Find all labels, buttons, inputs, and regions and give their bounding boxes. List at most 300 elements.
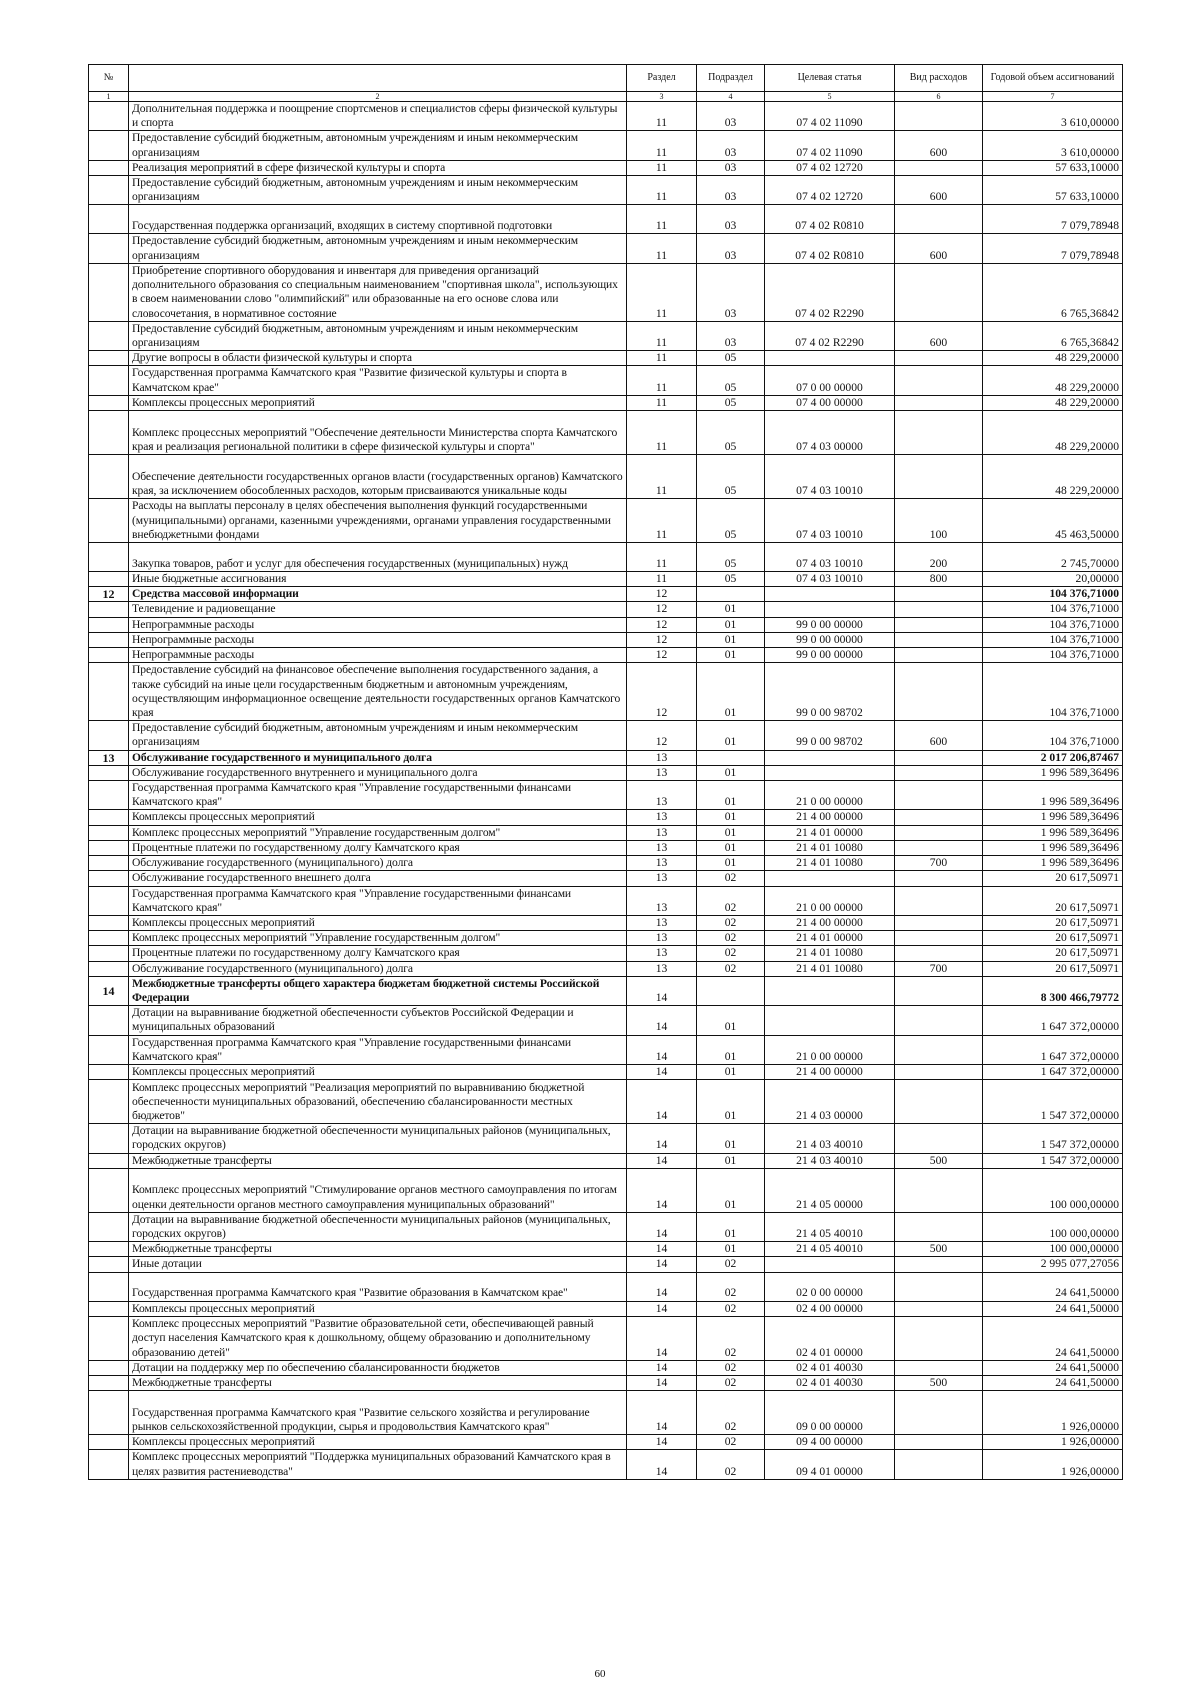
row-amount: 104 376,71000 — [983, 602, 1123, 617]
row-expense-type — [895, 1168, 983, 1212]
row-expense-type — [895, 1257, 983, 1272]
table-row — [89, 976, 1123, 1005]
row-amount: 3 610,00000 — [983, 131, 1123, 160]
table-row — [89, 840, 1123, 855]
row-description: Обеспечение деятельности государственных органов власти (государственных органов) Камчатского края, за исключением обособленных расходов, которым присваиваются уникальные коды — [129, 455, 627, 499]
table-row — [89, 765, 1123, 780]
row-podrazdel: 03 — [697, 205, 765, 234]
table-row — [89, 499, 1123, 543]
row-razdel: 14 — [627, 1006, 697, 1035]
row-expense-type: 500 — [895, 1153, 983, 1168]
row-description: Предоставление субсидий бюджетным, автономным учреждениям и иным некоммерческим организациям — [129, 234, 627, 263]
row-podrazdel: 03 — [697, 131, 765, 160]
row-razdel: 11 — [627, 351, 697, 366]
table-row — [89, 632, 1123, 647]
row-description: Предоставление субсидий бюджетным, автономным учреждениям и иным некоммерческим организациям — [129, 721, 627, 750]
row-razdel: 14 — [627, 976, 697, 1005]
row-expense-type — [895, 1212, 983, 1241]
row-target-article — [765, 871, 895, 886]
table-row — [89, 1257, 1123, 1272]
row-description: Государственная программа Камчатского края "Управление государственными финансами Камчатского края" — [129, 1035, 627, 1064]
row-number — [89, 543, 129, 572]
row-description: Дотации на выравнивание бюджетной обеспеченности субъектов Российской Федерации и муниципальных образований — [129, 1006, 627, 1035]
row-razdel: 14 — [627, 1257, 697, 1272]
row-podrazdel: 01 — [697, 810, 765, 825]
header-razdel: Раздел — [627, 65, 697, 92]
row-description: Обслуживание государственного и муниципального долга — [129, 750, 627, 765]
row-razdel: 14 — [627, 1080, 697, 1124]
row-expense-type — [895, 976, 983, 1005]
row-target-article: 07 4 02 R0810 — [765, 234, 895, 263]
row-podrazdel: 02 — [697, 915, 765, 930]
row-podrazdel — [697, 976, 765, 1005]
row-podrazdel: 03 — [697, 102, 765, 131]
row-description: Государственная программа Камчатского края "Управление государственными финансами Камчатского края" — [129, 781, 627, 810]
row-expense-type — [895, 205, 983, 234]
row-expense-type: 600 — [895, 721, 983, 750]
row-expense-type — [895, 915, 983, 930]
table-row — [89, 131, 1123, 160]
table-row — [89, 160, 1123, 175]
row-description: Комплексы процессных мероприятий — [129, 1301, 627, 1316]
row-razdel: 14 — [627, 1450, 697, 1479]
row-expense-type — [895, 1435, 983, 1450]
row-number — [89, 176, 129, 205]
row-razdel: 11 — [627, 499, 697, 543]
row-podrazdel — [697, 750, 765, 765]
row-expense-type — [895, 632, 983, 647]
table-row — [89, 961, 1123, 976]
row-podrazdel: 02 — [697, 871, 765, 886]
row-expense-type — [895, 1391, 983, 1435]
row-podrazdel: 01 — [697, 825, 765, 840]
row-target-article: 21 4 05 00000 — [765, 1168, 895, 1212]
row-number — [89, 886, 129, 915]
row-podrazdel: 02 — [697, 1450, 765, 1479]
row-number — [89, 1064, 129, 1079]
row-podrazdel: 02 — [697, 1316, 765, 1360]
column-number: 4 — [697, 92, 765, 102]
row-number — [89, 1272, 129, 1301]
row-target-article: 21 0 00 00000 — [765, 1035, 895, 1064]
header-desc — [129, 65, 627, 92]
row-amount: 6 765,36842 — [983, 321, 1123, 350]
row-expense-type: 600 — [895, 321, 983, 350]
column-number: 7 — [983, 92, 1123, 102]
row-description: Предоставление субсидий бюджетным, автономным учреждениям и иным некоммерческим организациям — [129, 321, 627, 350]
row-podrazdel: 02 — [697, 1360, 765, 1375]
row-amount: 24 641,50000 — [983, 1301, 1123, 1316]
row-target-article: 99 0 00 00000 — [765, 617, 895, 632]
table-row — [89, 572, 1123, 587]
row-description: Расходы на выплаты персоналу в целях обеспечения выполнения функций государственными (муниципальными) органами, казенными учреждениями, органами управления государственными внебюджетными фондами — [129, 499, 627, 543]
row-podrazdel: 02 — [697, 1257, 765, 1272]
table-row — [89, 1124, 1123, 1153]
row-number — [89, 1257, 129, 1272]
row-target-article: 99 0 00 98702 — [765, 721, 895, 750]
row-target-article: 09 4 01 00000 — [765, 1450, 895, 1479]
row-expense-type — [895, 931, 983, 946]
table-row — [89, 781, 1123, 810]
table-row — [89, 1272, 1123, 1301]
row-number — [89, 871, 129, 886]
row-amount: 20 617,50971 — [983, 961, 1123, 976]
table-row — [89, 263, 1123, 321]
row-razdel: 14 — [627, 1391, 697, 1435]
row-number — [89, 961, 129, 976]
row-expense-type — [895, 411, 983, 455]
row-razdel: 13 — [627, 781, 697, 810]
table-row — [89, 351, 1123, 366]
table-row — [89, 1035, 1123, 1064]
row-target-article: 21 4 01 10080 — [765, 840, 895, 855]
row-podrazdel: 02 — [697, 1391, 765, 1435]
row-description: Средства массовой информации — [129, 587, 627, 602]
row-target-article — [765, 351, 895, 366]
row-razdel: 14 — [627, 1124, 697, 1153]
row-amount: 2 745,70000 — [983, 543, 1123, 572]
table-row — [89, 915, 1123, 930]
row-description: Комплекс процессных мероприятий "Управление государственным долгом" — [129, 931, 627, 946]
row-podrazdel: 01 — [697, 1080, 765, 1124]
row-amount: 1 926,00000 — [983, 1435, 1123, 1450]
row-number: 14 — [89, 976, 129, 1005]
row-razdel: 11 — [627, 455, 697, 499]
table-row — [89, 102, 1123, 131]
header-amount: Годовой объем ассигнований — [983, 65, 1123, 92]
row-expense-type — [895, 587, 983, 602]
row-amount: 1 547 372,00000 — [983, 1153, 1123, 1168]
row-description: Комплекс процессных мероприятий "Реализация мероприятий по выравниванию бюджетной обеспеченности муниципальных образований, обеспечению сбалансированности местных бюджетов" — [129, 1080, 627, 1124]
table-row — [89, 1064, 1123, 1079]
table-row — [89, 1391, 1123, 1435]
row-amount: 57 633,10000 — [983, 160, 1123, 175]
row-podrazdel: 02 — [697, 1272, 765, 1301]
row-expense-type — [895, 1035, 983, 1064]
row-amount: 2 017 206,87467 — [983, 750, 1123, 765]
row-podrazdel: 01 — [697, 1035, 765, 1064]
row-target-article: 21 4 01 00000 — [765, 931, 895, 946]
row-target-article: 21 4 05 40010 — [765, 1212, 895, 1241]
row-number — [89, 1316, 129, 1360]
row-description: Комплексы процессных мероприятий — [129, 1435, 627, 1450]
row-target-article — [765, 602, 895, 617]
row-razdel: 13 — [627, 871, 697, 886]
row-amount: 7 079,78948 — [983, 234, 1123, 263]
row-razdel: 13 — [627, 825, 697, 840]
row-description: Комплекс процессных мероприятий "Управление государственным долгом" — [129, 825, 627, 840]
row-razdel: 12 — [627, 617, 697, 632]
row-description: Комплекс процессных мероприятий "Развитие образовательной сети, обеспечивающей равный доступ населения Камчатского края к дошкольному, общему образованию и дополнительному образованию детей" — [129, 1316, 627, 1360]
row-razdel: 13 — [627, 915, 697, 930]
row-amount: 48 229,20000 — [983, 455, 1123, 499]
row-target-article — [765, 1006, 895, 1035]
row-target-article: 07 4 02 R0810 — [765, 205, 895, 234]
row-amount: 20 617,50971 — [983, 946, 1123, 961]
row-target-article: 21 4 01 10080 — [765, 961, 895, 976]
row-number — [89, 632, 129, 647]
row-expense-type — [895, 648, 983, 663]
table-row — [89, 1301, 1123, 1316]
row-amount: 48 229,20000 — [983, 366, 1123, 395]
row-description: Комплекс процессных мероприятий "Обеспечение деятельности Министерства спорта Камчатского края и реализация региональной политики в сфере физической культуры и спорта" — [129, 411, 627, 455]
row-podrazdel: 02 — [697, 931, 765, 946]
row-description: Непрограммные расходы — [129, 617, 627, 632]
row-amount: 48 229,20000 — [983, 351, 1123, 366]
row-podrazdel: 01 — [697, 602, 765, 617]
row-description: Комплексы процессных мероприятий — [129, 1064, 627, 1079]
row-number — [89, 1435, 129, 1450]
column-number: 1 — [89, 92, 129, 102]
row-amount: 1 547 372,00000 — [983, 1080, 1123, 1124]
row-podrazdel: 01 — [697, 765, 765, 780]
row-number — [89, 499, 129, 543]
row-target-article: 07 4 02 R2290 — [765, 321, 895, 350]
row-description: Дотации на выравнивание бюджетной обеспеченности муниципальных районов (муниципальных, городских округов) — [129, 1212, 627, 1241]
row-razdel: 12 — [627, 587, 697, 602]
row-razdel: 13 — [627, 750, 697, 765]
row-razdel: 14 — [627, 1242, 697, 1257]
row-expense-type — [895, 455, 983, 499]
row-razdel: 14 — [627, 1035, 697, 1064]
row-target-article — [765, 1257, 895, 1272]
row-razdel: 13 — [627, 810, 697, 825]
row-target-article: 07 4 03 00000 — [765, 411, 895, 455]
row-description: Предоставление субсидий на финансовое обеспечение выполнения государственного задания, а также субсидий на иные цели государственным бюджетным и автономным учреждениям, осуществляющим информационное освещение деятельности государственных органов Камчатского края — [129, 663, 627, 721]
row-amount: 1 996 589,36496 — [983, 825, 1123, 840]
row-number — [89, 1391, 129, 1435]
row-number — [89, 1153, 129, 1168]
table-row — [89, 886, 1123, 915]
row-razdel: 13 — [627, 765, 697, 780]
table-row — [89, 1316, 1123, 1360]
row-razdel: 11 — [627, 160, 697, 175]
row-number — [89, 663, 129, 721]
row-number — [89, 205, 129, 234]
row-amount: 104 376,71000 — [983, 663, 1123, 721]
row-amount: 20,00000 — [983, 572, 1123, 587]
row-podrazdel: 02 — [697, 886, 765, 915]
row-description: Предоставление субсидий бюджетным, автономным учреждениям и иным некоммерческим организациям — [129, 131, 627, 160]
row-target-article: 21 4 01 10080 — [765, 946, 895, 961]
row-description: Обслуживание государственного внешнего долга — [129, 871, 627, 886]
row-target-article: 21 4 00 00000 — [765, 1064, 895, 1079]
row-podrazdel: 03 — [697, 176, 765, 205]
row-description: Дотации на выравнивание бюджетной обеспеченности муниципальных районов (муниципальных, городских округов) — [129, 1124, 627, 1153]
row-expense-type — [895, 1006, 983, 1035]
row-description: Межбюджетные трансферты общего характера бюджетам бюджетной системы Российской Федерации — [129, 976, 627, 1005]
row-amount: 24 641,50000 — [983, 1272, 1123, 1301]
row-expense-type: 500 — [895, 1242, 983, 1257]
table-row — [89, 1153, 1123, 1168]
row-expense-type — [895, 1316, 983, 1360]
row-amount: 100 000,00000 — [983, 1168, 1123, 1212]
row-razdel: 11 — [627, 263, 697, 321]
row-razdel: 11 — [627, 572, 697, 587]
row-podrazdel: 01 — [697, 721, 765, 750]
row-razdel: 12 — [627, 663, 697, 721]
row-target-article: 21 4 03 00000 — [765, 1080, 895, 1124]
column-number: 3 — [627, 92, 697, 102]
row-razdel: 11 — [627, 411, 697, 455]
row-number — [89, 648, 129, 663]
row-description: Государственная программа Камчатского края "Развитие сельского хозяйства и регулирование рынков сельскохозяйственной продукции, сырья и продовольствия Камчатского края" — [129, 1391, 627, 1435]
row-target-article: 07 4 02 12720 — [765, 176, 895, 205]
row-podrazdel: 03 — [697, 263, 765, 321]
row-expense-type — [895, 825, 983, 840]
row-podrazdel: 01 — [697, 617, 765, 632]
row-razdel: 13 — [627, 946, 697, 961]
row-razdel: 14 — [627, 1360, 697, 1375]
row-target-article: 21 0 00 00000 — [765, 886, 895, 915]
page-number: 60 — [594, 1668, 606, 1680]
table-row — [89, 176, 1123, 205]
row-number — [89, 160, 129, 175]
row-razdel: 14 — [627, 1168, 697, 1212]
table-header — [89, 65, 1123, 92]
row-description: Другие вопросы в области физической культуры и спорта — [129, 351, 627, 366]
row-podrazdel: 05 — [697, 499, 765, 543]
column-number: 2 — [129, 92, 627, 102]
row-description: Дотации на поддержку мер по обеспечению сбалансированности бюджетов — [129, 1360, 627, 1375]
row-description: Иные дотации — [129, 1257, 627, 1272]
row-razdel: 13 — [627, 840, 697, 855]
row-number — [89, 781, 129, 810]
row-razdel: 11 — [627, 205, 697, 234]
row-razdel: 13 — [627, 886, 697, 915]
table-row — [89, 648, 1123, 663]
row-amount: 104 376,71000 — [983, 632, 1123, 647]
row-podrazdel: 01 — [697, 632, 765, 647]
row-razdel: 14 — [627, 1435, 697, 1450]
table-row — [89, 205, 1123, 234]
table-row — [89, 1435, 1123, 1450]
row-target-article: 21 4 03 40010 — [765, 1153, 895, 1168]
row-description: Комплексы процессных мероприятий — [129, 810, 627, 825]
row-expense-type — [895, 1450, 983, 1479]
row-target-article: 07 4 03 10010 — [765, 572, 895, 587]
row-amount: 104 376,71000 — [983, 587, 1123, 602]
row-expense-type — [895, 617, 983, 632]
row-razdel: 11 — [627, 131, 697, 160]
row-target-article: 09 0 00 00000 — [765, 1391, 895, 1435]
row-podrazdel: 02 — [697, 946, 765, 961]
column-number: 5 — [765, 92, 895, 102]
row-target-article: 02 4 00 00000 — [765, 1301, 895, 1316]
row-number — [89, 1301, 129, 1316]
row-number: 12 — [89, 587, 129, 602]
row-amount: 104 376,71000 — [983, 648, 1123, 663]
row-amount: 7 079,78948 — [983, 205, 1123, 234]
row-amount: 1 996 589,36496 — [983, 856, 1123, 871]
row-podrazdel: 01 — [697, 1124, 765, 1153]
row-target-article: 07 4 02 11090 — [765, 102, 895, 131]
row-expense-type — [895, 946, 983, 961]
row-number — [89, 915, 129, 930]
row-amount: 1 647 372,00000 — [983, 1006, 1123, 1035]
row-amount: 20 617,50971 — [983, 871, 1123, 886]
table-row — [89, 1080, 1123, 1124]
row-target-article: 07 4 02 11090 — [765, 131, 895, 160]
row-podrazdel: 01 — [697, 1168, 765, 1212]
row-number — [89, 1168, 129, 1212]
row-podrazdel: 02 — [697, 1375, 765, 1390]
table-row — [89, 1360, 1123, 1375]
row-razdel: 14 — [627, 1272, 697, 1301]
row-description: Государственная поддержка организаций, входящих в систему спортивной подготовки — [129, 205, 627, 234]
row-target-article: 07 4 02 12720 — [765, 160, 895, 175]
row-target-article: 07 0 00 00000 — [765, 366, 895, 395]
row-podrazdel: 01 — [697, 781, 765, 810]
row-number — [89, 321, 129, 350]
row-description: Комплексы процессных мероприятий — [129, 915, 627, 930]
row-amount: 20 617,50971 — [983, 931, 1123, 946]
row-description: Обслуживание государственного внутреннего и муниципального долга — [129, 765, 627, 780]
row-target-article: 21 4 01 10080 — [765, 856, 895, 871]
table-row — [89, 1168, 1123, 1212]
row-number — [89, 234, 129, 263]
row-podrazdel: 05 — [697, 572, 765, 587]
table-row — [89, 1242, 1123, 1257]
row-expense-type — [895, 810, 983, 825]
row-amount: 104 376,71000 — [983, 721, 1123, 750]
table-row — [89, 234, 1123, 263]
table-row — [89, 825, 1123, 840]
row-razdel: 13 — [627, 961, 697, 976]
row-razdel: 13 — [627, 931, 697, 946]
table-row — [89, 1006, 1123, 1035]
row-amount: 2 995 077,27056 — [983, 1257, 1123, 1272]
row-description: Предоставление субсидий бюджетным, автономным учреждениям и иным некоммерческим организациям — [129, 176, 627, 205]
row-podrazdel: 02 — [697, 1435, 765, 1450]
row-podrazdel: 01 — [697, 856, 765, 871]
row-target-article: 21 0 00 00000 — [765, 781, 895, 810]
row-number — [89, 263, 129, 321]
row-amount: 48 229,20000 — [983, 395, 1123, 410]
row-amount: 1 926,00000 — [983, 1450, 1123, 1479]
row-description: Комплекс процессных мероприятий "Поддержка муниципальных образований Камчатского края в целях развития растениеводства" — [129, 1450, 627, 1479]
row-amount: 1 996 589,36496 — [983, 840, 1123, 855]
row-number — [89, 1375, 129, 1390]
row-expense-type — [895, 663, 983, 721]
row-podrazdel: 01 — [697, 663, 765, 721]
row-target-article: 07 4 03 10010 — [765, 543, 895, 572]
row-razdel: 14 — [627, 1212, 697, 1241]
row-number — [89, 1212, 129, 1241]
table-row — [89, 395, 1123, 410]
row-number — [89, 1242, 129, 1257]
row-amount: 24 641,50000 — [983, 1375, 1123, 1390]
row-target-article: 02 0 00 00000 — [765, 1272, 895, 1301]
row-podrazdel: 05 — [697, 395, 765, 410]
row-description: Непрограммные расходы — [129, 632, 627, 647]
row-expense-type — [895, 750, 983, 765]
row-number — [89, 131, 129, 160]
row-expense-type — [895, 602, 983, 617]
row-amount: 1 647 372,00000 — [983, 1035, 1123, 1064]
row-description: Межбюджетные трансферты — [129, 1242, 627, 1257]
row-description: Государственная программа Камчатского края "Управление государственными финансами Камчатского края" — [129, 886, 627, 915]
row-amount: 20 617,50971 — [983, 886, 1123, 915]
row-description: Государственная программа Камчатского края "Развитие образования в Камчатском крае" — [129, 1272, 627, 1301]
row-description: Процентные платежи по государственному долгу Камчатского края — [129, 946, 627, 961]
row-amount: 24 641,50000 — [983, 1360, 1123, 1375]
row-expense-type — [895, 1064, 983, 1079]
row-number — [89, 946, 129, 961]
row-target-article: 21 4 00 00000 — [765, 915, 895, 930]
row-podrazdel: 05 — [697, 366, 765, 395]
row-description: Комплекс процессных мероприятий "Стимулирование органов местного самоуправления по итогам оценки деятельности органов местного самоуправления муниципальных образований" — [129, 1168, 627, 1212]
